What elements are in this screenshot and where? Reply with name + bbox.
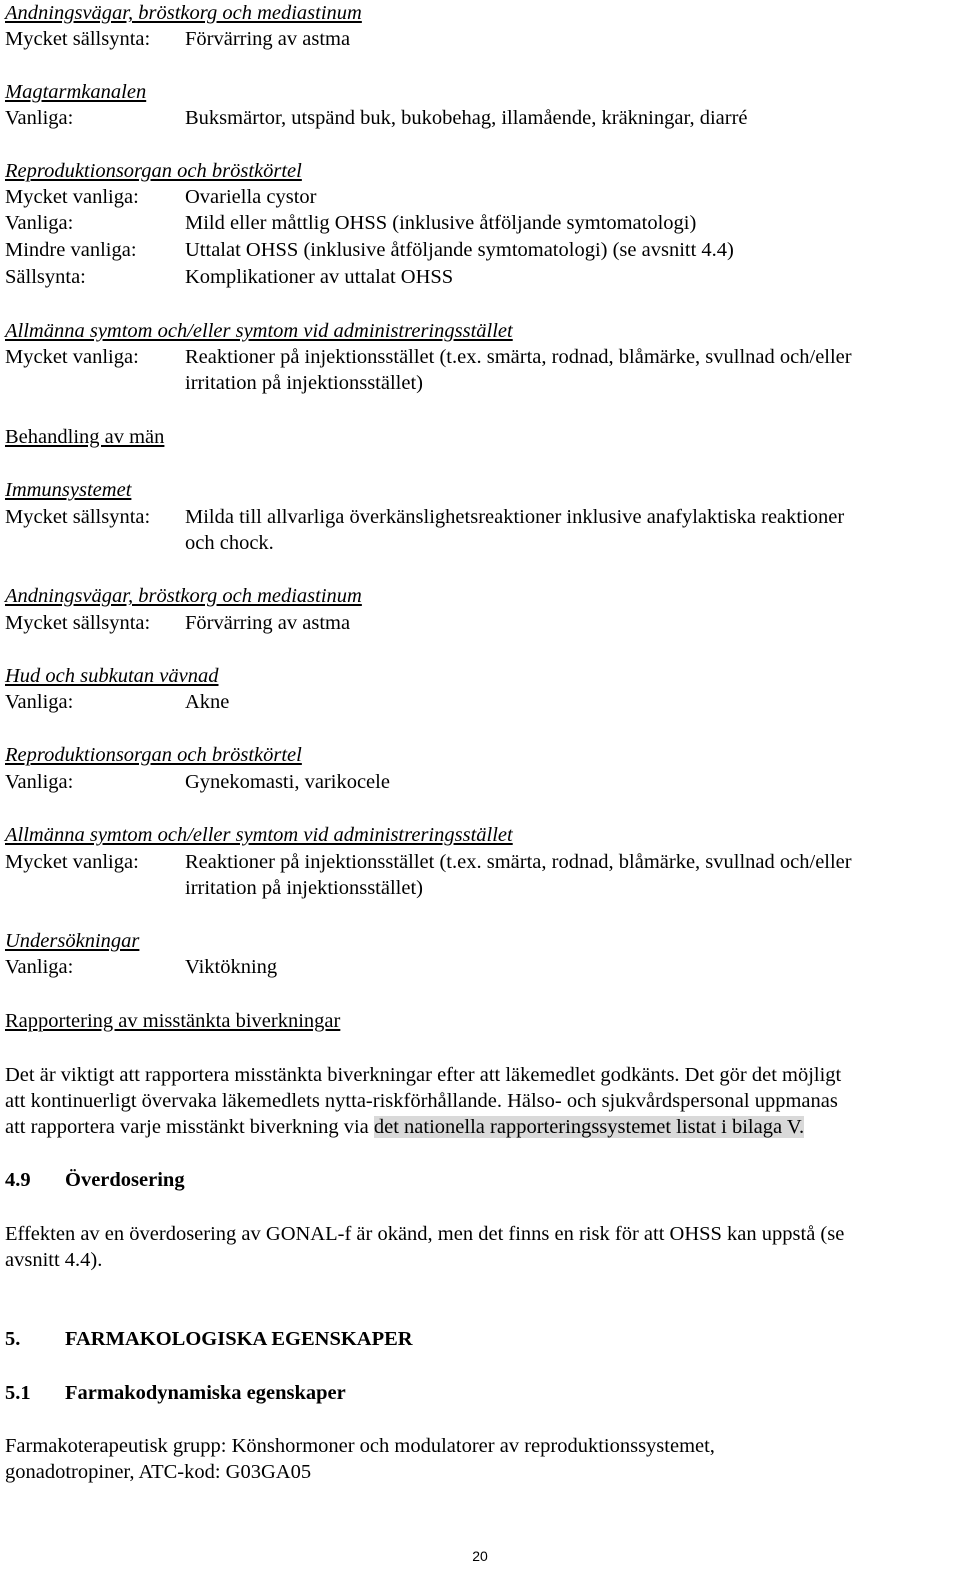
reaction-text: Förvärring av astma xyxy=(185,612,351,634)
section-heading-investigations: Undersökningar xyxy=(5,930,140,952)
section-heading-gastrointestinal: Magtarmkanalen xyxy=(5,81,147,103)
frequency-label: Vanliga: xyxy=(5,771,74,793)
reaction-text: Reaktioner på injektionsstället (t.ex. smärta, rodnad, blåmärke, svullnad och/eller xyxy=(185,346,852,368)
table-row xyxy=(5,504,845,530)
frequency-label: Vanliga: xyxy=(5,691,74,713)
frequency-label: Mycket vanliga: xyxy=(5,346,139,368)
section-title: Farmakodynamiska egenskaper xyxy=(65,1382,346,1404)
table-row xyxy=(5,105,748,131)
frequency-label: Mindre vanliga: xyxy=(5,239,137,261)
section-heading-skin: Hud och subkutan vävnad xyxy=(5,665,219,687)
table-row xyxy=(5,689,230,715)
section-heading-overdose xyxy=(5,1167,185,1193)
frequency-label: Vanliga: xyxy=(5,212,74,234)
section-title: FARMAKOLOGISKA EGENSKAPER xyxy=(65,1328,413,1350)
table-row xyxy=(5,610,351,636)
frequency-label: Mycket sällsynta: xyxy=(5,612,151,634)
section-heading-respiratory: Andningsvägar, bröstkorg och mediastinum xyxy=(5,2,362,24)
table-row xyxy=(5,344,852,370)
reaction-text-continued: irritation på injektionsstället) xyxy=(185,877,423,899)
reaction-text: Mild eller måttlig OHSS (inklusive åtföljande symtomatologi) xyxy=(185,212,697,234)
section-number: 5. xyxy=(5,1328,21,1350)
section-heading-reproductive: Reproduktionsorgan och bröstkörtel xyxy=(5,744,302,766)
subheading-treatment-men: Behandling av män xyxy=(5,426,165,448)
page-number: 20 xyxy=(472,1548,488,1564)
section-number: 4.9 xyxy=(5,1169,31,1191)
frequency-label: Vanliga: xyxy=(5,107,74,129)
section-title: Överdosering xyxy=(65,1169,185,1191)
section-heading-general: Allmänna symtom och/eller symtom vid administreringsstället xyxy=(5,320,513,342)
section-heading-respiratory: Andningsvägar, bröstkorg och mediastinum xyxy=(5,585,362,607)
reaction-text: Reaktioner på injektionsstället (t.ex. smärta, rodnad, blåmärke, svullnad och/eller xyxy=(185,851,852,873)
reaction-text: Komplikationer av uttalat OHSS xyxy=(185,266,454,288)
frequency-label: Mycket sällsynta: xyxy=(5,506,151,528)
section-heading-general: Allmänna symtom och/eller symtom vid administreringsstället xyxy=(5,824,513,846)
reaction-text: Uttalat OHSS (inklusive åtföljande symtomatologi) (se avsnitt 4.4) xyxy=(185,239,734,261)
table-row xyxy=(5,210,697,236)
reaction-text: Gynekomasti, varikocele xyxy=(185,771,390,793)
table-row xyxy=(5,184,317,210)
section-heading-pharmacological xyxy=(5,1326,413,1352)
reporting-paragraph-line: Det är viktigt att rapportera misstänkta biverkningar efter att läkemedlet godkänts. Det gör det möjligt xyxy=(5,1064,842,1086)
table-row xyxy=(5,954,278,980)
reaction-text: Viktökning xyxy=(185,956,278,978)
frequency-label: Mycket vanliga: xyxy=(5,851,139,873)
pharmacodynamic-paragraph-line: gonadotropiner, ATC-kod: G03GA05 xyxy=(5,1461,312,1483)
reaction-text-continued: och chock. xyxy=(185,532,274,554)
highlighted-reference: det nationella rapporteringssystemet listat i bilaga V. xyxy=(373,1116,805,1138)
reaction-text: Milda till allvarliga överkänslighetsreaktioner inklusive anafylaktiska reaktioner xyxy=(185,506,845,528)
section-number: 5.1 xyxy=(5,1382,31,1404)
reaction-text-continued: irritation på injektionsstället) xyxy=(185,372,423,394)
overdose-paragraph-line: Effekten av en överdosering av GONAL-f är okänd, men det finns en risk för att OHSS kan uppstå (se xyxy=(5,1223,845,1245)
section-heading-reproductive: Reproduktionsorgan och bröstkörtel xyxy=(5,160,302,182)
table-row xyxy=(5,237,734,263)
reporting-paragraph-line: att kontinuerligt övervaka läkemedlets nytta-riskförhållande. Hälso- och sjukvårdspersonal uppmanas xyxy=(5,1090,838,1112)
frequency-label: Vanliga: xyxy=(5,956,74,978)
overdose-paragraph-line: avsnitt 4.4). xyxy=(5,1249,103,1271)
section-heading-pharmacodynamic xyxy=(5,1380,346,1406)
reaction-text: Buksmärtor, utspänd buk, bukobehag, illamående, kräkningar, diarré xyxy=(185,107,748,129)
frequency-label: Sällsynta: xyxy=(5,266,86,288)
subheading-reporting: Rapportering av misstänkta biverkningar xyxy=(5,1010,341,1032)
reaction-text: Ovariella cystor xyxy=(185,186,317,208)
table-row xyxy=(5,264,454,290)
reporting-text: att rapportera varje misstänkt biverkning via xyxy=(5,1116,374,1138)
section-heading-immune: Immunsystemet xyxy=(5,479,132,501)
reaction-text: Förvärring av astma xyxy=(185,28,351,50)
reporting-paragraph-line xyxy=(5,1114,804,1140)
reaction-text: Akne xyxy=(185,691,230,713)
table-row xyxy=(5,849,852,875)
pharmacodynamic-paragraph-line: Farmakoterapeutisk grupp: Könshormoner och modulatorer av reproduktionssystemet, xyxy=(5,1435,715,1457)
frequency-label: Mycket vanliga: xyxy=(5,186,139,208)
table-row xyxy=(5,26,351,52)
table-row xyxy=(5,769,390,795)
frequency-label: Mycket sällsynta: xyxy=(5,28,151,50)
